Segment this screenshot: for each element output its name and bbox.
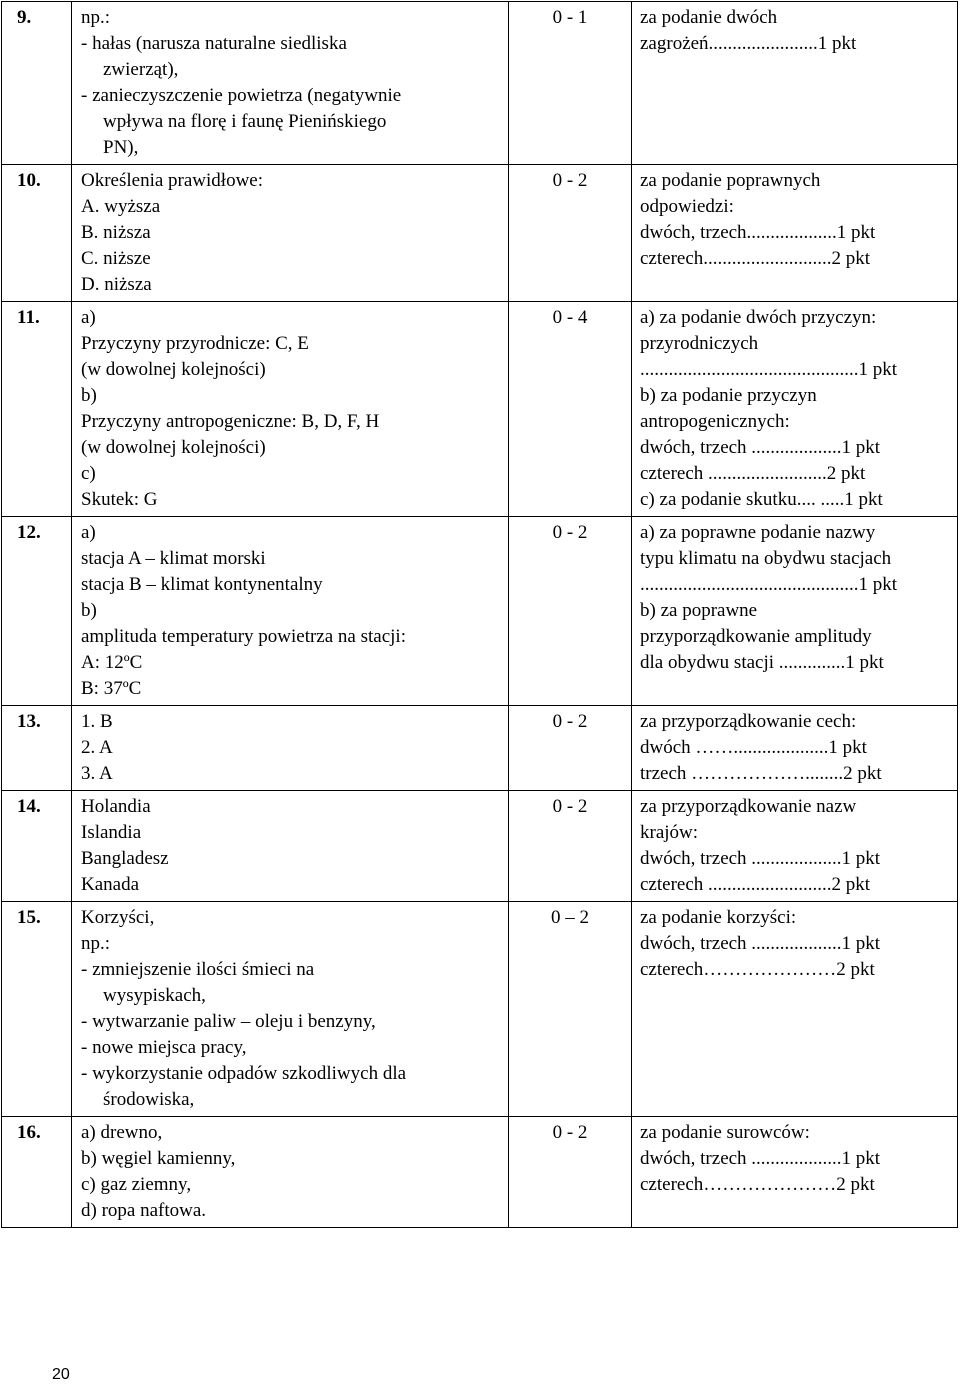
answer-line: a) drewno, (81, 1122, 163, 1143)
task-number: 10. (2, 165, 72, 302)
criteria-line: za przyporządkowanie nazw (640, 796, 857, 817)
answer-line: a) (81, 307, 96, 328)
criteria-line: za podanie korzyści: (640, 907, 797, 928)
criteria-line: dla obydwu stacji ..............1 pkt (640, 652, 884, 673)
answer-line: b) węgiel kamienny, (81, 1148, 236, 1169)
answer-line: Określenia prawidłowe: (81, 170, 264, 191)
answer-line: D. niższa (81, 274, 152, 295)
criteria-line: b) za podanie przyczyn (640, 385, 817, 406)
task-number: 13. (2, 706, 72, 791)
task-number: 12. (2, 517, 72, 706)
criteria-line: za przyporządkowanie cech: (640, 711, 857, 732)
criteria-line: czterech…………………2 pkt (640, 1174, 875, 1195)
table-row (2, 791, 958, 902)
model-answer (72, 706, 509, 791)
model-answer (72, 517, 509, 706)
criteria-line: krajów: (640, 822, 699, 843)
criteria-line: b) za poprawne (640, 600, 758, 621)
criteria-line: dwóch, trzech ...................1 pkt (640, 848, 881, 869)
answer-line: 2. A (81, 737, 113, 758)
criteria-line: zagrożeń.......................1 pkt (640, 33, 857, 54)
task-number: 16. (2, 1117, 72, 1228)
answer-line: 3. A (81, 763, 113, 784)
answer-line: b) (81, 385, 97, 406)
answer-line: B. niższa (81, 222, 151, 243)
answer-line: A: 12ºC (81, 652, 143, 673)
answer-line: środowiska, (103, 1089, 195, 1110)
criteria-line: za podanie poprawnych (640, 170, 821, 191)
points-range: 0 - 4 (509, 302, 632, 517)
scoring-criteria (632, 1117, 958, 1228)
criteria-line: a) za podanie dwóch przyczyn: (640, 307, 877, 328)
points-range: 0 - 2 (509, 165, 632, 302)
answer-line: wysypiskach, (103, 985, 206, 1006)
answer-line: A. wyższa (81, 196, 161, 217)
criteria-line: ..............................................1 pkt (640, 359, 898, 380)
criteria-line: odpowiedzi: (640, 196, 734, 217)
answer-line: 1. B (81, 711, 113, 732)
answer-line: stacja A – klimat morski (81, 548, 266, 569)
criteria-line: ..............................................1 pkt (640, 574, 898, 595)
points-range: 0 – 2 (509, 902, 632, 1117)
table-row (2, 165, 958, 302)
answer-key-table (1, 1, 958, 1228)
criteria-line: dwóch, trzech ...................1 pkt (640, 933, 881, 954)
points-range: 0 - 2 (509, 791, 632, 902)
criteria-line: typu klimatu na obydwu stacjach (640, 548, 892, 569)
answer-line: - zmniejszenie ilości śmieci na (81, 959, 315, 980)
criteria-line: czterech…………………2 pkt (640, 959, 875, 980)
answer-line: - wykorzystanie odpadów szkodliwych dla (81, 1063, 407, 1084)
model-answer (72, 902, 509, 1117)
answer-line: c) (81, 463, 96, 484)
scoring-criteria (632, 791, 958, 902)
answer-line: Korzyści, (81, 907, 155, 928)
criteria-line: przyrodniczych (640, 333, 759, 354)
table-row (2, 517, 958, 706)
points-range: 0 - 1 (509, 2, 632, 165)
criteria-line: dwóch, trzech ...................1 pkt (640, 437, 881, 458)
table-row (2, 2, 958, 165)
answer-line: Bangladesz (81, 848, 169, 869)
table-row (2, 302, 958, 517)
scoring-criteria (632, 902, 958, 1117)
criteria-line: dwóch ……....................1 pkt (640, 737, 867, 758)
answer-line: - wytwarzanie paliw – oleju i benzyny, (81, 1011, 376, 1032)
scoring-criteria (632, 302, 958, 517)
answer-line: Holandia (81, 796, 151, 817)
answer-line: zwierząt), (103, 59, 179, 80)
criteria-line: czterech ..........................2 pkt (640, 874, 871, 895)
criteria-line: za podanie dwóch (640, 7, 778, 28)
answer-line: - zanieczyszczenie powietrza (negatywnie (81, 85, 402, 106)
answer-line: b) (81, 600, 97, 621)
model-answer (72, 1117, 509, 1228)
task-number: 14. (2, 791, 72, 902)
points-range: 0 - 2 (509, 706, 632, 791)
scoring-criteria (632, 706, 958, 791)
answer-line: d) ropa naftowa. (81, 1200, 207, 1221)
criteria-line: dwóch, trzech ...................1 pkt (640, 1148, 881, 1169)
criteria-line: za podanie surowców: (640, 1122, 810, 1143)
criteria-line: dwóch, trzech...................1 pkt (640, 222, 876, 243)
answer-line: - hałas (narusza naturalne siedliska (81, 33, 347, 54)
table-row (2, 902, 958, 1117)
criteria-line: antropogenicznych: (640, 411, 790, 432)
points-range: 0 - 2 (509, 1117, 632, 1228)
answer-line: Przyczyny antropogeniczne: B, D, F, H (81, 411, 380, 432)
answer-line: Kanada (81, 874, 140, 895)
model-answer (72, 791, 509, 902)
scoring-criteria (632, 2, 958, 165)
task-number: 15. (2, 902, 72, 1117)
answer-line: PN), (103, 137, 139, 158)
answer-line: stacja B – klimat kontynentalny (81, 574, 323, 595)
criteria-line: trzech ………………........2 pkt (640, 763, 882, 784)
answer-line: c) gaz ziemny, (81, 1174, 192, 1195)
answer-line: np.: (81, 933, 111, 954)
task-number: 9. (2, 2, 72, 165)
answer-line: (w dowolnej kolejności) (81, 437, 266, 458)
answer-line: Islandia (81, 822, 142, 843)
answer-line: Przyczyny przyrodnicze: C, E (81, 333, 309, 354)
criteria-line: czterech...........................2 pkt (640, 248, 871, 269)
answer-line: wpływa na florę i faunę Pienińskiego (103, 111, 387, 132)
answer-line: np.: (81, 7, 111, 28)
table-row (2, 1117, 958, 1228)
page-number: 20 (52, 1366, 70, 1383)
points-range: 0 - 2 (509, 517, 632, 706)
answer-line: (w dowolnej kolejności) (81, 359, 266, 380)
answer-line: B: 37ºC (81, 678, 142, 699)
criteria-line: a) za poprawne podanie nazwy (640, 522, 876, 543)
task-number: 11. (2, 302, 72, 517)
answer-line: - nowe miejsca pracy, (81, 1037, 247, 1058)
table-row (2, 706, 958, 791)
criteria-line: c) za podanie skutku.... .....1 pkt (640, 489, 883, 510)
model-answer (72, 165, 509, 302)
answer-line: a) (81, 522, 96, 543)
criteria-line: przyporządkowanie amplitudy (640, 626, 872, 647)
answer-line: Skutek: G (81, 489, 158, 510)
scoring-criteria (632, 165, 958, 302)
criteria-line: czterech .........................2 pkt (640, 463, 866, 484)
model-answer (72, 302, 509, 517)
answer-line: C. niższe (81, 248, 151, 269)
scoring-criteria (632, 517, 958, 706)
answer-line: amplituda temperatury powietrza na stacji: (81, 626, 406, 647)
model-answer (72, 2, 509, 165)
